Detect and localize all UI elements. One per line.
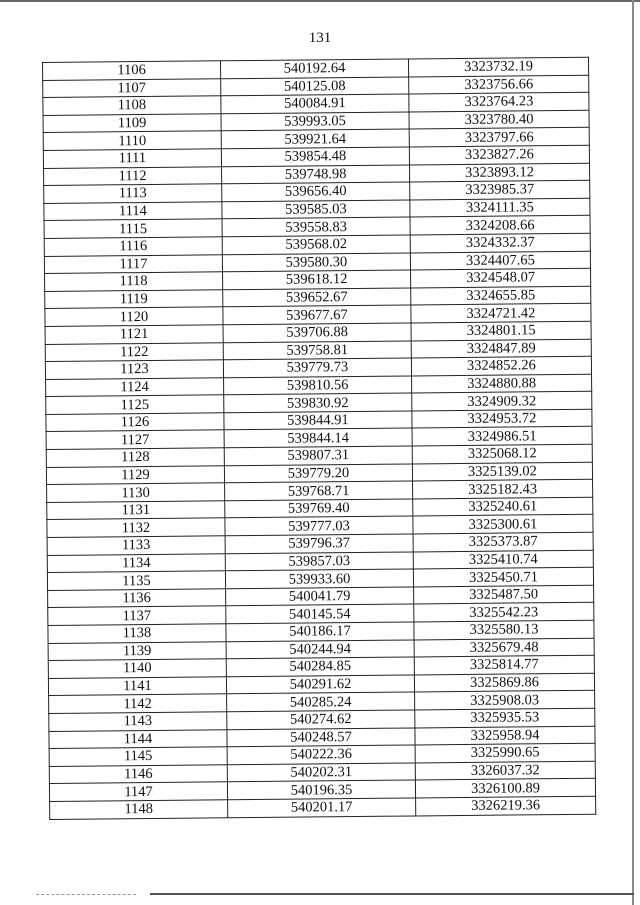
point-number-cell: 1134 xyxy=(47,553,225,572)
y-coordinate-cell: 3323985.37 xyxy=(410,180,590,199)
point-number-cell: 1145 xyxy=(49,747,227,766)
x-coordinate-cell: 539656.40 xyxy=(222,182,410,201)
coordinate-table-container xyxy=(42,57,596,820)
page-number: 131 xyxy=(308,30,332,46)
x-coordinate-cell: 540222.36 xyxy=(227,745,415,764)
x-coordinate-cell: 539779.20 xyxy=(224,464,412,483)
point-number-cell: 1132 xyxy=(47,518,225,537)
y-coordinate-cell: 3323764.23 xyxy=(409,92,589,111)
point-number-cell: 1139 xyxy=(48,641,226,660)
y-coordinate-cell: 3324909.32 xyxy=(412,392,592,411)
y-coordinate-cell: 3324986.51 xyxy=(412,427,592,446)
y-coordinate-cell: 3323893.12 xyxy=(410,163,590,182)
x-coordinate-cell: 540186.17 xyxy=(226,622,414,641)
x-coordinate-cell: 539706.88 xyxy=(223,323,411,342)
point-number-cell: 1112 xyxy=(44,166,222,185)
y-coordinate-cell: 3324852.26 xyxy=(411,356,591,375)
y-coordinate-cell: 3325679.48 xyxy=(414,638,594,657)
point-number-cell: 1113 xyxy=(44,184,222,203)
y-coordinate-cell: 3325990.65 xyxy=(415,743,595,762)
point-number-cell: 1142 xyxy=(49,694,227,713)
y-coordinate-cell: 3325958.94 xyxy=(415,726,595,745)
point-number-cell: 1148 xyxy=(50,800,228,819)
y-coordinate-cell: 3324332.37 xyxy=(410,233,590,252)
point-number-cell: 1121 xyxy=(45,325,223,344)
y-coordinate-cell: 3325935.53 xyxy=(415,708,595,727)
x-coordinate-cell: 540196.35 xyxy=(227,780,415,799)
coordinate-table xyxy=(42,57,596,820)
y-coordinate-cell: 3323827.26 xyxy=(409,145,589,164)
y-coordinate-cell: 3323780.40 xyxy=(409,110,589,129)
point-number-cell: 1118 xyxy=(45,272,223,291)
point-number-cell: 1137 xyxy=(48,606,226,625)
y-coordinate-cell: 3325487.50 xyxy=(414,585,594,604)
y-coordinate-cell: 3325300.61 xyxy=(413,515,593,534)
x-coordinate-cell: 539568.02 xyxy=(222,235,410,254)
x-coordinate-cell: 539585.03 xyxy=(222,200,410,219)
point-number-cell: 1130 xyxy=(47,483,225,502)
point-number-cell: 1122 xyxy=(45,342,223,361)
point-number-cell: 1108 xyxy=(43,96,221,115)
x-coordinate-cell: 539677.67 xyxy=(223,305,411,324)
point-number-cell: 1146 xyxy=(49,765,227,784)
x-coordinate-cell: 540084.91 xyxy=(221,94,409,113)
y-coordinate-cell: 3325068.12 xyxy=(412,444,592,463)
point-number-cell: 1143 xyxy=(49,712,227,731)
right-border-line xyxy=(632,0,634,905)
x-coordinate-cell: 539844.14 xyxy=(224,428,412,447)
x-coordinate-cell: 540274.62 xyxy=(227,710,415,729)
point-number-cell: 1117 xyxy=(44,254,222,273)
coordinate-table-body xyxy=(43,57,596,819)
x-coordinate-cell: 540291.62 xyxy=(226,675,414,694)
point-number-cell: 1107 xyxy=(43,78,221,97)
y-coordinate-cell: 3325869.86 xyxy=(414,673,594,692)
y-coordinate-cell: 3323732.19 xyxy=(408,57,588,76)
y-coordinate-cell: 3324847.89 xyxy=(411,339,591,358)
x-coordinate-cell: 539854.48 xyxy=(221,147,409,166)
x-coordinate-cell: 540145.54 xyxy=(226,604,414,623)
y-coordinate-cell: 3325542.23 xyxy=(414,603,594,622)
y-coordinate-cell: 3325908.03 xyxy=(415,691,595,710)
x-coordinate-cell: 539777.03 xyxy=(225,516,413,535)
point-number-cell: 1125 xyxy=(46,395,224,414)
point-number-cell: 1133 xyxy=(47,536,225,555)
footer-line xyxy=(150,893,634,895)
y-coordinate-cell: 3326037.32 xyxy=(415,761,595,780)
y-coordinate-cell: 3324208.66 xyxy=(410,216,590,235)
point-number-cell: 1110 xyxy=(43,131,221,150)
point-number-cell: 1136 xyxy=(48,589,226,608)
point-number-cell: 1115 xyxy=(44,219,222,238)
x-coordinate-cell: 539758.81 xyxy=(223,340,411,359)
point-number-cell: 1141 xyxy=(48,677,226,696)
point-number-cell: 1119 xyxy=(45,289,223,308)
top-border-line xyxy=(0,0,640,2)
x-coordinate-cell: 540285.24 xyxy=(227,692,415,711)
y-coordinate-cell: 3323797.66 xyxy=(409,128,589,147)
y-coordinate-cell: 3324407.65 xyxy=(410,251,590,270)
point-number-cell: 1129 xyxy=(46,465,224,484)
point-number-cell: 1138 xyxy=(48,624,226,643)
point-number-cell: 1109 xyxy=(43,114,221,133)
x-coordinate-cell: 539768.71 xyxy=(225,481,413,500)
x-coordinate-cell: 539993.05 xyxy=(221,112,409,131)
y-coordinate-cell: 3324880.88 xyxy=(412,374,592,393)
point-number-cell: 1120 xyxy=(45,307,223,326)
footer-dashed-line xyxy=(36,894,136,896)
point-number-cell: 1106 xyxy=(43,61,221,80)
point-number-cell: 1135 xyxy=(47,571,225,590)
x-coordinate-cell: 539558.83 xyxy=(222,217,410,236)
point-number-cell: 1123 xyxy=(45,360,223,379)
point-number-cell: 1114 xyxy=(44,202,222,221)
x-coordinate-cell: 540041.79 xyxy=(226,587,414,606)
x-coordinate-cell: 539857.03 xyxy=(225,552,413,571)
point-number-cell: 1128 xyxy=(46,448,224,467)
x-coordinate-cell: 539748.98 xyxy=(222,165,410,184)
y-coordinate-cell: 3325580.13 xyxy=(414,620,594,639)
y-coordinate-cell: 3324548.07 xyxy=(411,268,591,287)
y-coordinate-cell: 3324953.72 xyxy=(412,409,592,428)
point-number-cell: 1111 xyxy=(43,149,221,168)
x-coordinate-cell: 540201.17 xyxy=(228,798,416,817)
y-coordinate-cell: 3324655.85 xyxy=(411,286,591,305)
point-number-cell: 1140 xyxy=(48,659,226,678)
y-coordinate-cell: 3325240.61 xyxy=(413,497,593,516)
x-coordinate-cell: 540244.94 xyxy=(226,640,414,659)
point-number-cell: 1126 xyxy=(46,413,224,432)
y-coordinate-cell: 3325373.87 xyxy=(413,532,593,551)
x-coordinate-cell: 539796.37 xyxy=(225,534,413,553)
x-coordinate-cell: 539618.12 xyxy=(223,270,411,289)
point-number-cell: 1124 xyxy=(46,377,224,396)
x-coordinate-cell: 540125.08 xyxy=(221,77,409,96)
y-coordinate-cell: 3324721.42 xyxy=(411,304,591,323)
x-coordinate-cell: 539769.40 xyxy=(225,499,413,518)
x-coordinate-cell: 540202.31 xyxy=(227,763,415,782)
point-number-cell: 1116 xyxy=(44,237,222,256)
y-coordinate-cell: 3325814.77 xyxy=(414,655,594,674)
point-number-cell: 1147 xyxy=(49,782,227,801)
x-coordinate-cell: 540192.64 xyxy=(220,59,408,78)
y-coordinate-cell: 3326100.89 xyxy=(415,779,595,798)
y-coordinate-cell: 3325182.43 xyxy=(413,479,593,498)
y-coordinate-cell: 3324801.15 xyxy=(411,321,591,340)
x-coordinate-cell: 539652.67 xyxy=(223,288,411,307)
x-coordinate-cell: 539830.92 xyxy=(224,393,412,412)
y-coordinate-cell: 3326219.36 xyxy=(416,796,596,815)
x-coordinate-cell: 539807.31 xyxy=(224,446,412,465)
x-coordinate-cell: 540284.85 xyxy=(226,657,414,676)
y-coordinate-cell: 3325410.74 xyxy=(413,550,593,569)
y-coordinate-cell: 3325450.71 xyxy=(413,567,593,586)
x-coordinate-cell: 539933.60 xyxy=(225,569,413,588)
x-coordinate-cell: 539921.64 xyxy=(221,129,409,148)
point-number-cell: 1131 xyxy=(47,501,225,520)
x-coordinate-cell: 539844.91 xyxy=(224,411,412,430)
y-coordinate-cell: 3324111.35 xyxy=(410,198,590,217)
x-coordinate-cell: 540248.57 xyxy=(227,728,415,747)
x-coordinate-cell: 539580.30 xyxy=(222,253,410,272)
y-coordinate-cell: 3325139.02 xyxy=(412,462,592,481)
x-coordinate-cell: 539779.73 xyxy=(223,358,411,377)
y-coordinate-cell: 3323756.66 xyxy=(409,75,589,94)
point-number-cell: 1144 xyxy=(49,729,227,748)
point-number-cell: 1127 xyxy=(46,430,224,449)
x-coordinate-cell: 539810.56 xyxy=(224,376,412,395)
